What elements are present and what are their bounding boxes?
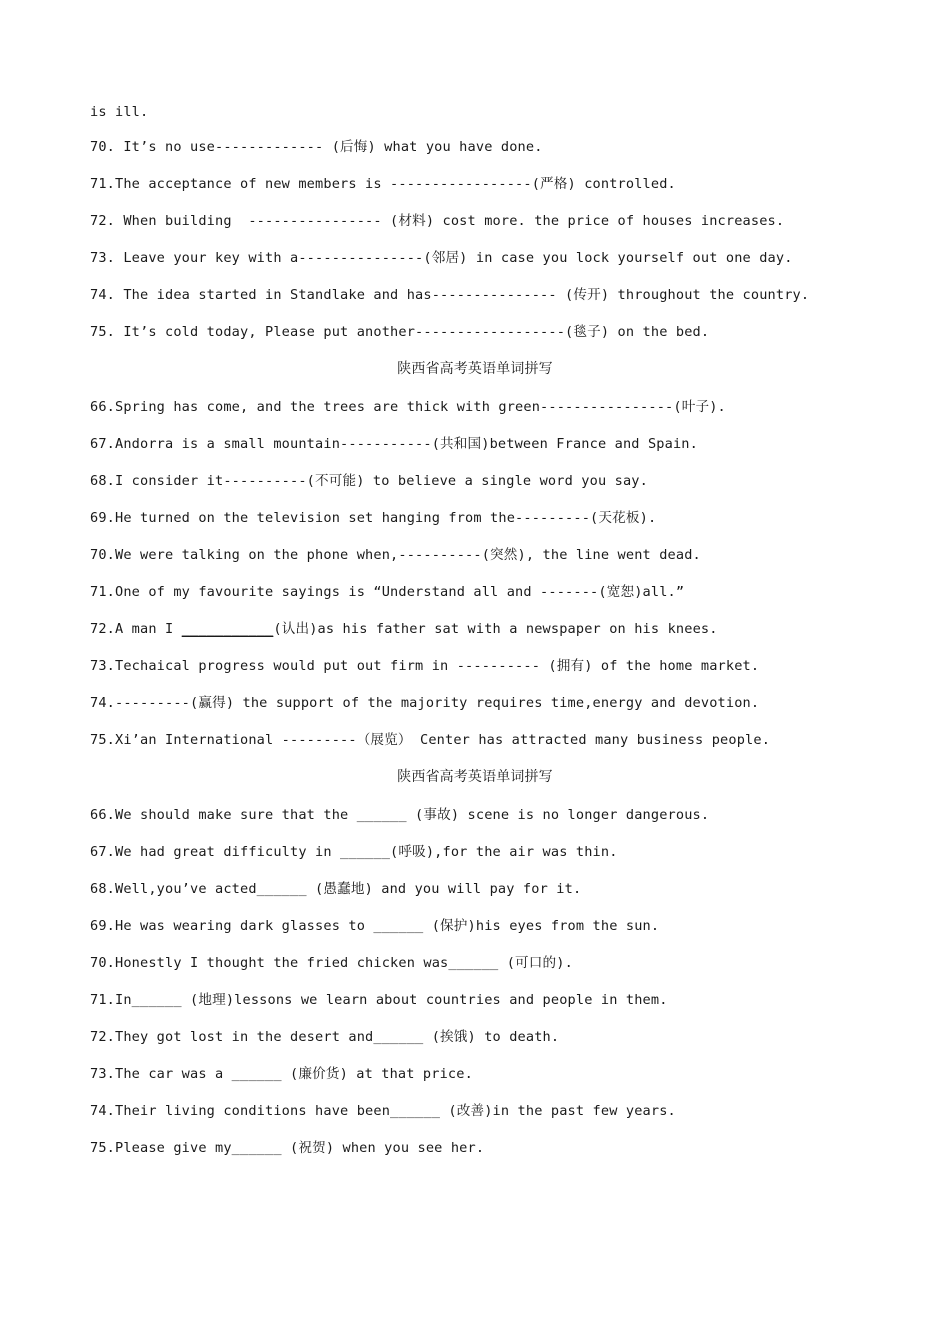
question-text: 72.A man I bbox=[90, 621, 182, 637]
question-72: 72.They got lost in the desert and______ (挨饿) to death. bbox=[90, 1029, 560, 1045]
question-74: 74. The idea started in Standlake and has--------------- (传开) throughout the country. bbox=[90, 287, 810, 303]
question-text: (认出)as his father sat with a newspaper on his knees. bbox=[273, 621, 718, 637]
question-69: 69.He turned on the television set hanging from the---------(天花板). bbox=[90, 510, 657, 526]
question-75: 75.Please give my______ (祝贺) when you see her. bbox=[90, 1140, 485, 1156]
question-66: 66.We should make sure that the ______ (事故) scene is no longer dangerous. bbox=[90, 807, 710, 823]
text-line-continuation: is ill. bbox=[90, 104, 149, 120]
question-74: 74.---------(赢得) the support of the majority requires time,energy and devotion. bbox=[90, 695, 760, 711]
question-70: 70.Honestly I thought the fried chicken was______ (可口的). bbox=[90, 955, 573, 971]
question-71: 71.The acceptance of new members is -----------------(严格) controlled. bbox=[90, 176, 676, 192]
question-75: 75. It’s cold today, Please put another------------------(毯子) on the bed. bbox=[90, 324, 710, 340]
question-68: 68.Well,you’ve acted______ (愚蠢地) and you will pay for it. bbox=[90, 881, 582, 897]
question-71: 71.One of my favourite sayings is “Understand all and -------(宽恕)all.” bbox=[90, 584, 685, 600]
question-67: 67.Andorra is a small mountain-----------(共和国)between France and Spain. bbox=[90, 436, 698, 452]
question-73: 73. Leave your key with a---------------(邻居) in case you lock yourself out one day. bbox=[90, 250, 793, 266]
question-68: 68.I consider it----------(不可能) to believe a single word you say. bbox=[90, 473, 648, 489]
question-75: 75.Xi’an International ---------（展览） Center has attracted many business people. bbox=[90, 732, 771, 748]
answer-blank: ___________ bbox=[181, 621, 274, 637]
section-heading: 陕西省高考英语单词拼写 bbox=[397, 361, 553, 377]
question-70: 70. It’s no use------------- (后悔) what you have done. bbox=[90, 139, 543, 155]
question-71: 71.In______ (地理)lessons we learn about countries and people in them. bbox=[90, 992, 668, 1008]
question-73: 73.The car was a ______ (廉价货) at that price. bbox=[90, 1066, 473, 1082]
section-heading: 陕西省高考英语单词拼写 bbox=[397, 769, 553, 785]
question-67: 67.We had great difficulty in ______(呼吸),for the air was thin. bbox=[90, 844, 618, 860]
question-72 bbox=[90, 619, 718, 639]
question-66: 66.Spring has come, and the trees are thick with green----------------(叶子). bbox=[90, 399, 726, 415]
question-72: 72. When building ---------------- (材料) cost more. the price of houses increases. bbox=[90, 213, 785, 229]
question-74: 74.Their living conditions have been______ (改善)in the past few years. bbox=[90, 1103, 676, 1119]
question-69: 69.He was wearing dark glasses to ______ (保护)his eyes from the sun. bbox=[90, 918, 660, 934]
question-70: 70.We were talking on the phone when,----------(突然), the line went dead. bbox=[90, 547, 701, 563]
question-73: 73.Techaical progress would put out firm in ---------- (拥有) of the home market. bbox=[90, 658, 760, 674]
